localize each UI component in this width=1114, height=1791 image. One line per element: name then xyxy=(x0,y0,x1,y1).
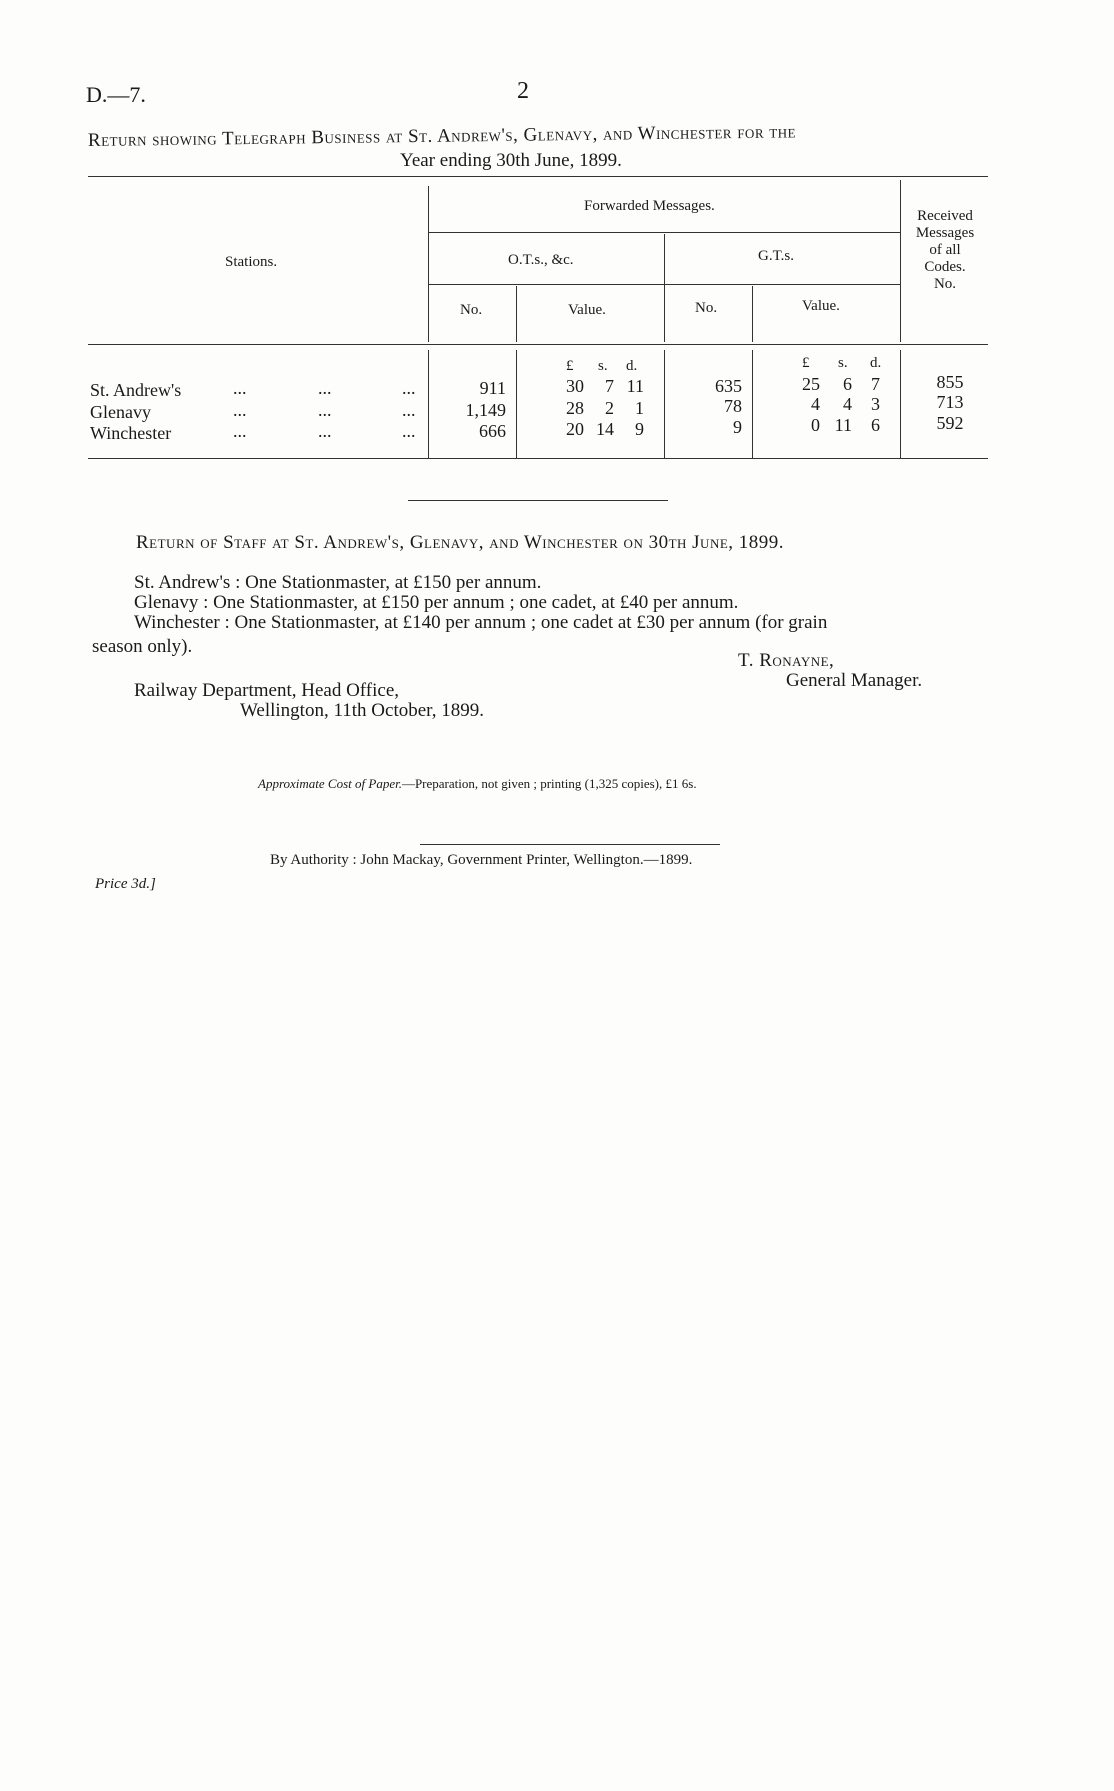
staff-line-winchester: Winchester : One Stationmaster, at £140 per annum ; one cadet at £30 per annum (for grain xyxy=(134,612,828,633)
col-header-gts: G.T.s. xyxy=(758,248,794,264)
received-line-4: Codes. xyxy=(924,259,966,275)
table-row-station: St. Andrew's xyxy=(90,380,182,400)
leader-dots: ... xyxy=(402,400,416,420)
office-date: Wellington, 11th October, 1899. xyxy=(240,700,484,721)
cost-label: Approximate Cost of Paper. xyxy=(258,776,402,791)
ots-pounds-cell: 20 xyxy=(566,419,584,439)
ots-shillings-cell: 7 xyxy=(605,376,614,396)
received-line-3: of all xyxy=(929,242,961,258)
received-line-1: Received xyxy=(917,208,973,224)
staff-line-glenavy: Glenavy : One Stationmaster, at £150 per annum ; one cadet, at £40 per annum. xyxy=(134,592,739,613)
leader-dots: ... xyxy=(233,378,247,398)
forwarded-sub-rule xyxy=(428,232,900,233)
staff-return-title: Return of Staff at St. Andrew's, Glenavy, and Winchester on 30th June, 1899. xyxy=(136,532,785,553)
gts-pounds-unit: £ xyxy=(802,355,810,371)
received-cell: 713 xyxy=(936,392,964,412)
received-cell: 592 xyxy=(936,413,964,433)
gts-shillings-cell: 6 xyxy=(843,374,852,394)
ots-no-cell: 666 xyxy=(479,421,506,441)
gts-pounds-cell: 25 xyxy=(802,374,820,394)
office-address: Railway Department, Head Office, xyxy=(134,680,400,701)
received-cell: 855 xyxy=(936,372,964,392)
received-line-5: No. xyxy=(933,276,957,292)
ots-pounds-cell: 28 xyxy=(566,398,584,418)
col-header-forwarded: Forwarded Messages. xyxy=(584,198,715,214)
table-title-line1: Return showing Telegraph Business at St. Andrew's, Glenavy, and Winchester for the xyxy=(87,121,797,151)
table-row-station: Glenavy xyxy=(90,402,151,422)
ots-pence-unit: d. xyxy=(626,358,638,374)
stations-divider-body xyxy=(428,350,429,458)
ots-pence-cell: 11 xyxy=(626,376,644,396)
leader-dots: ... xyxy=(233,400,247,420)
table-bottom-rule xyxy=(88,458,988,459)
cost-text: —Preparation, not given ; printing (1,325 copies), £1 6s. xyxy=(401,776,697,791)
printer-authority: By Authority : John Mackay, Government Printer, Wellington.—1899. xyxy=(270,852,693,868)
col-header-gts-no: No. xyxy=(695,300,718,316)
signatory-title: General Manager. xyxy=(786,670,923,691)
table-title-line2: Year ending 30th June, 1899. xyxy=(400,150,622,171)
ots-pounds-unit: £ xyxy=(566,358,574,374)
ots-pence-cell: 1 xyxy=(635,398,644,418)
document-reference: D.—7. xyxy=(86,82,146,107)
received-divider xyxy=(900,180,901,342)
leader-dots: ... xyxy=(402,378,416,398)
gts-pence-cell: 6 xyxy=(871,415,880,435)
col-header-ots: O.T.s., &c. xyxy=(508,252,574,268)
ots-no-cell: 1,149 xyxy=(465,400,506,420)
ots-shillings-unit: s. xyxy=(598,358,608,374)
leader-dots: ... xyxy=(402,421,416,441)
signatory-name: T. Ronayne, xyxy=(738,650,835,671)
gts-shillings-unit: s. xyxy=(838,355,848,371)
leader-dots: ... xyxy=(318,400,332,420)
price-note: Price 3d.] xyxy=(95,876,156,892)
ots-shillings-cell: 2 xyxy=(605,398,614,418)
gts-pounds-cell: 4 xyxy=(811,394,820,414)
ots-pence-cell: 9 xyxy=(635,419,644,439)
received-divider-body xyxy=(900,350,901,458)
gts-no-value-divider xyxy=(752,286,753,342)
ots-no-value-divider-body xyxy=(516,350,517,458)
leader-dots: ... xyxy=(233,421,247,441)
cost-of-paper xyxy=(258,776,697,792)
ots-shillings-cell: 14 xyxy=(596,419,614,439)
section-separator xyxy=(408,500,668,501)
gts-pounds-cell: 0 xyxy=(811,415,820,435)
col-header-stations: Stations. xyxy=(225,254,278,270)
gts-no-cell: 78 xyxy=(724,396,742,416)
ots-pounds-cell: 30 xyxy=(566,376,584,396)
footer-rule xyxy=(420,844,720,845)
col-header-gts-value: Value. xyxy=(802,298,840,314)
ots-no-value-divider xyxy=(516,286,517,342)
received-line-2: Messages xyxy=(915,225,975,241)
gts-pence-cell: 3 xyxy=(871,394,880,414)
leader-dots: ... xyxy=(318,421,332,441)
col-header-ots-no: No. xyxy=(460,302,483,318)
table-row-station: Winchester xyxy=(90,423,172,443)
header-bottom-rule xyxy=(88,344,988,345)
gts-no-cell: 635 xyxy=(715,376,742,396)
gts-no-value-divider-body xyxy=(752,350,753,458)
table-top-rule xyxy=(88,176,988,177)
col-header-ots-value: Value. xyxy=(568,302,606,318)
ots-gts-divider-body xyxy=(664,350,665,458)
stations-divider xyxy=(428,186,429,342)
gts-shillings-cell: 4 xyxy=(843,394,852,414)
gts-shillings-cell: 11 xyxy=(834,415,852,435)
leader-dots: ... xyxy=(318,378,332,398)
page-number: 2 xyxy=(517,78,529,104)
staff-line-continuation: season only). xyxy=(92,636,193,657)
staff-line-st-andrews: St. Andrew's : One Stationmaster, at £150 per annum. xyxy=(134,572,542,593)
ots-no-cell: 911 xyxy=(479,378,506,398)
gts-pence-unit: d. xyxy=(870,355,882,371)
gts-pence-cell: 7 xyxy=(871,374,880,394)
ots-gts-divider xyxy=(664,234,665,342)
gts-no-cell: 9 xyxy=(733,417,742,437)
col-header-received xyxy=(902,208,988,293)
